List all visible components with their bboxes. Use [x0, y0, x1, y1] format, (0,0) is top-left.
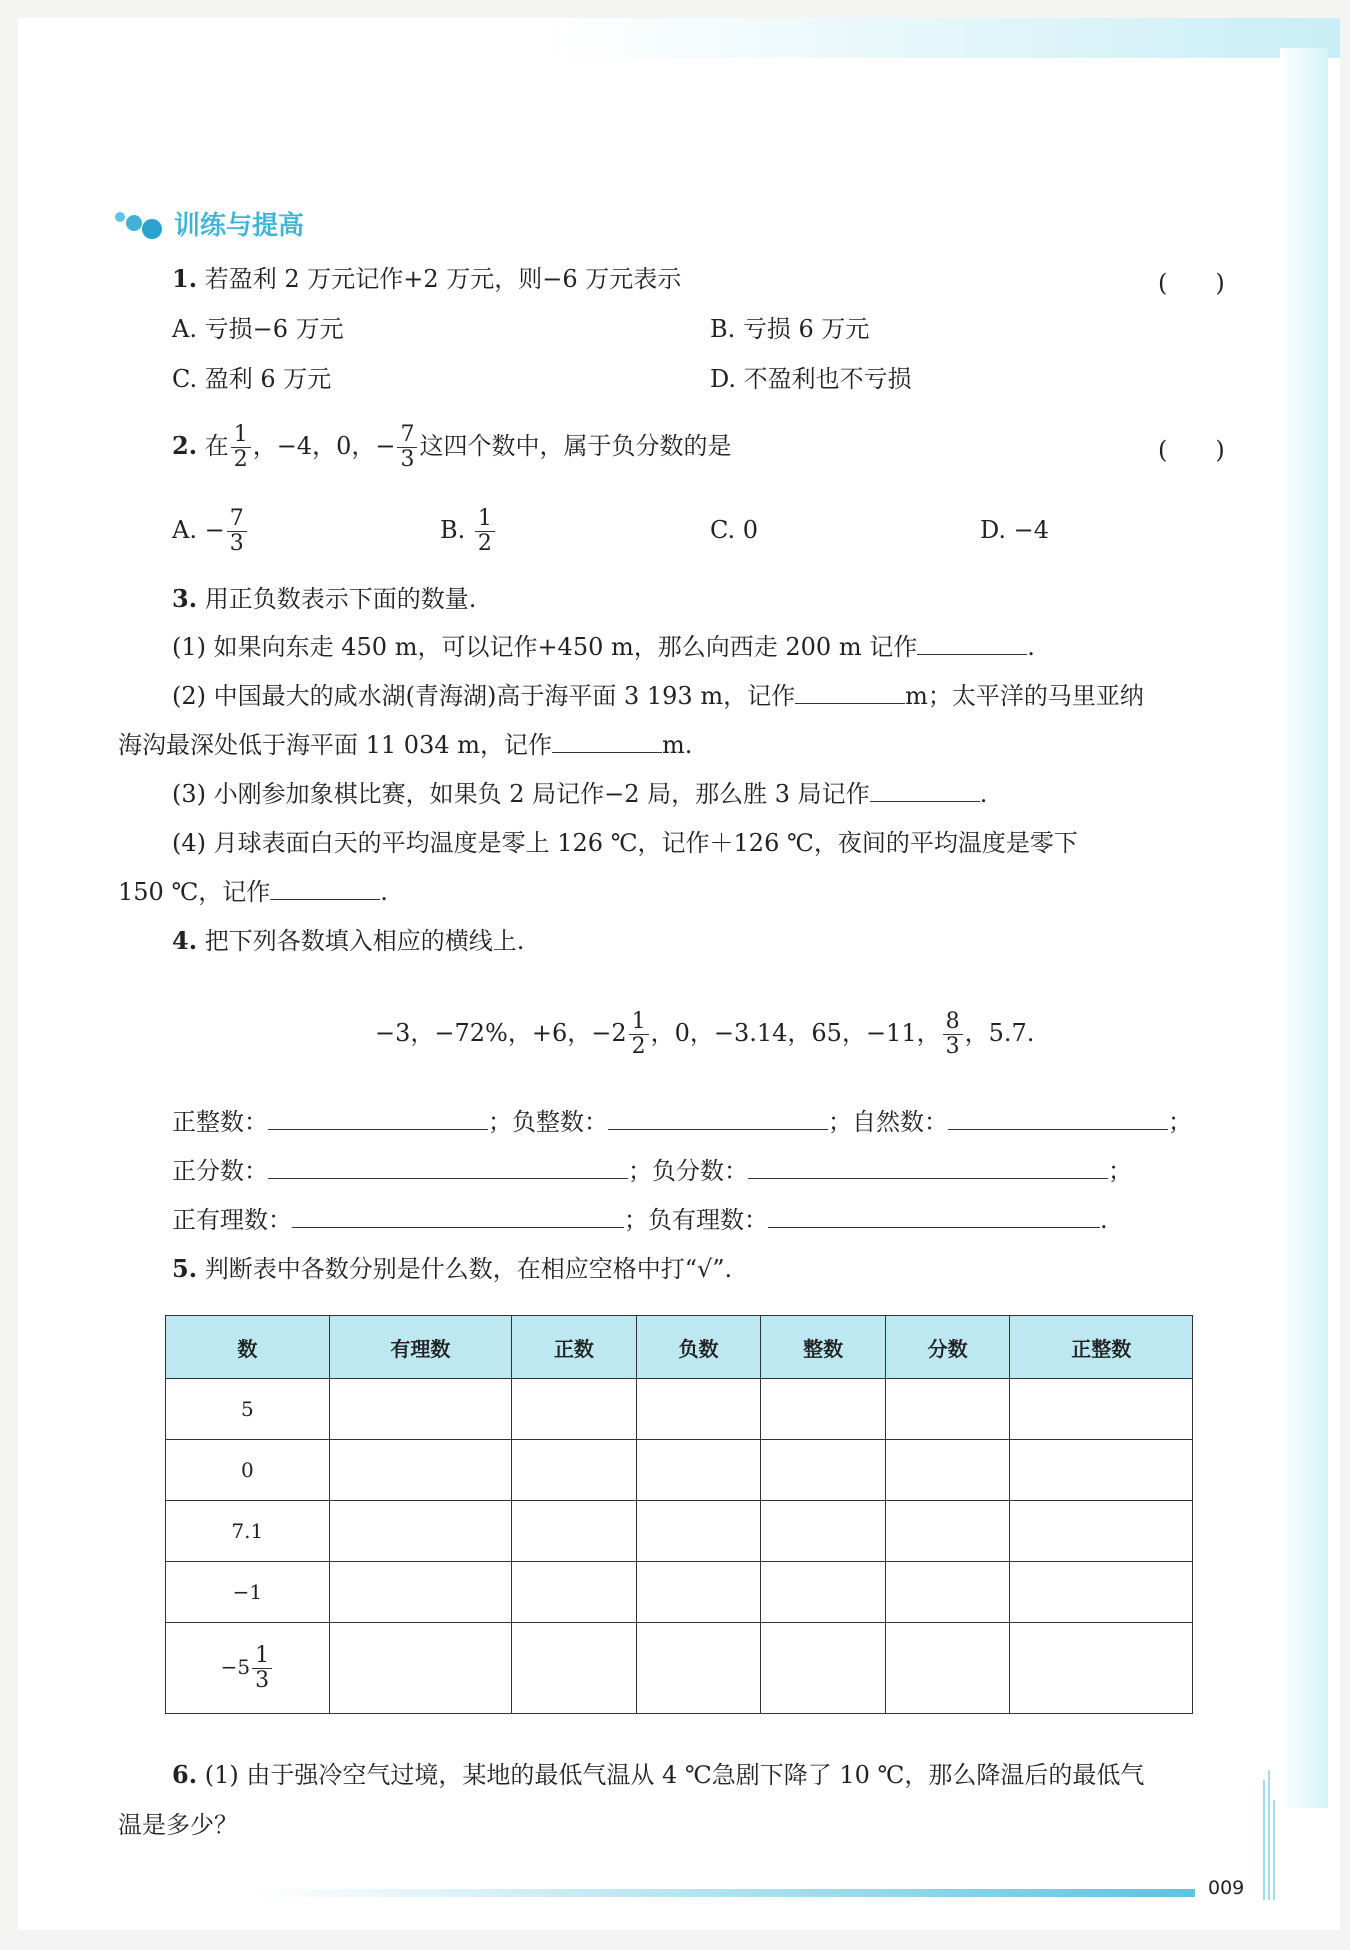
check-cell[interactable] — [636, 1379, 761, 1440]
separator: ； — [1168, 1108, 1192, 1136]
q3-part-2-text-c: 海沟最深处低于海平面 11 034 m，记作 — [118, 731, 552, 759]
q3-part-4-text-b: 150 ℃，记作 — [118, 878, 271, 906]
q3-text: 用正负数表示下面的数量. — [204, 585, 477, 613]
check-cell[interactable] — [329, 1562, 512, 1623]
q4-row-2 — [172, 1154, 1132, 1188]
q2-text-post: 这四个数中，属于负分数的是 — [419, 432, 732, 460]
q1-number: 1. — [172, 264, 198, 293]
answer-blank[interactable] — [270, 875, 380, 900]
fraction-denominator: 2 — [477, 531, 492, 556]
top-tint — [18, 18, 1340, 58]
right-tint — [1280, 48, 1328, 1808]
check-cell[interactable] — [761, 1623, 886, 1714]
table-row — [166, 1623, 1193, 1714]
q2-option-d: D. −4 — [980, 516, 1050, 544]
check-cell[interactable] — [1010, 1379, 1193, 1440]
row-value: 7.1 — [166, 1501, 330, 1562]
check-cell[interactable] — [329, 1440, 512, 1501]
margin-lines-decoration — [1262, 1770, 1278, 1905]
q2-text-mid: ，−4，0，− — [252, 432, 396, 460]
check-cell[interactable] — [1010, 1623, 1193, 1714]
q4-row-3 — [172, 1203, 1108, 1237]
q6-line-2: 温是多少？ — [118, 1811, 238, 1839]
q2-option-b-fraction — [475, 507, 495, 556]
check-cell[interactable] — [761, 1501, 886, 1562]
q2-number: 2. — [172, 431, 198, 460]
table-row — [166, 1562, 1193, 1623]
q5-number: 5. — [172, 1254, 198, 1283]
header-negative: 负数 — [636, 1316, 761, 1379]
check-cell[interactable] — [885, 1440, 1010, 1501]
check-cell[interactable] — [329, 1623, 512, 1714]
header-fraction: 分数 — [885, 1316, 1010, 1379]
check-cell[interactable] — [636, 1501, 761, 1562]
header-positive-integer: 正整数 — [1010, 1316, 1193, 1379]
answer-blank[interactable] — [608, 1105, 828, 1130]
q2-fraction-2 — [397, 423, 417, 472]
mixed-fraction — [252, 1644, 272, 1693]
q5-stem — [172, 1252, 732, 1286]
q4-text: 把下列各数填入相应的横线上. — [204, 927, 525, 955]
answer-blank[interactable] — [917, 630, 1027, 655]
q2-text-pre: 在 — [204, 432, 229, 460]
fraction-denominator: 3 — [229, 531, 244, 556]
answer-blank[interactable] — [768, 1203, 1100, 1228]
check-cell[interactable] — [329, 1379, 512, 1440]
table-header-row — [166, 1316, 1193, 1379]
q3-part-4: (4) 月球表面白天的平均温度是零上 126 ℃，记作＋126 ℃，夜间的平均温度是零下 — [172, 829, 1078, 857]
fraction-denominator: 3 — [400, 447, 415, 472]
fraction-numerator: 1 — [231, 423, 251, 448]
mixed-whole: −5 — [220, 1654, 251, 1679]
header-rational: 有理数 — [329, 1316, 512, 1379]
header-number: 数 — [166, 1316, 330, 1379]
fraction-numerator: 7 — [397, 423, 417, 448]
answer-blank[interactable] — [748, 1154, 1108, 1179]
q1-option-a: A. 亏损−6 万元 — [172, 315, 344, 343]
q3-part-2-text: (2) 中国最大的咸水湖(青海湖)高于海平面 3 193 m，记作 — [172, 682, 796, 710]
check-cell[interactable] — [636, 1440, 761, 1501]
q2-option-a — [172, 502, 249, 558]
fraction-numerator: 1 — [252, 1644, 272, 1669]
q3-part-2-text-d: m. — [662, 731, 693, 759]
header-integer: 整数 — [761, 1316, 886, 1379]
fraction-denominator: 3 — [945, 1034, 960, 1059]
answer-blank[interactable] — [552, 728, 662, 753]
q4-number-list — [375, 1003, 1034, 1063]
q2-option-a-label: A. − — [172, 516, 225, 544]
row-value: 0 — [166, 1440, 330, 1501]
q3-part-4-end: . — [380, 878, 388, 906]
q3-part-1-end: . — [1027, 633, 1035, 661]
check-cell[interactable] — [329, 1501, 512, 1562]
label-natural-numbers: ；自然数： — [828, 1108, 948, 1136]
fraction-numerator: 1 — [629, 1010, 649, 1035]
fraction-numerator: 7 — [227, 507, 247, 532]
table-row — [166, 1501, 1193, 1562]
fraction-numerator: 8 — [943, 1010, 963, 1035]
check-cell[interactable] — [1010, 1501, 1193, 1562]
separator: ； — [1108, 1157, 1132, 1185]
q3-stem — [172, 582, 476, 616]
row-value-mixed-number — [166, 1623, 330, 1714]
bubbles-icon — [112, 207, 164, 241]
q3-part-2 — [172, 679, 1144, 713]
footer-bar — [250, 1889, 1195, 1897]
label-positive-rationals: 正有理数： — [172, 1206, 292, 1234]
q3-part-2-cont — [118, 728, 692, 762]
label-negative-fractions: ；负分数： — [628, 1157, 748, 1185]
q6-stem — [172, 1758, 1144, 1792]
q2-option-c: C. 0 — [710, 516, 759, 544]
fraction-denominator: 3 — [255, 1667, 270, 1693]
answer-blank[interactable] — [292, 1203, 624, 1228]
table-row — [166, 1379, 1193, 1440]
q4-list-part-a: −3，−72%，+6，−2 — [375, 1019, 627, 1047]
answer-blank[interactable] — [948, 1105, 1168, 1130]
q4-fraction-1 — [629, 1010, 649, 1059]
fraction-numerator: 1 — [475, 507, 495, 532]
label-positive-fractions: 正分数： — [172, 1157, 268, 1185]
q2-option-b-label: B. — [440, 516, 466, 544]
check-cell[interactable] — [512, 1562, 637, 1623]
check-cell[interactable] — [1010, 1440, 1193, 1501]
check-cell[interactable] — [761, 1379, 886, 1440]
q4-number: 4. — [172, 926, 198, 955]
answer-blank[interactable] — [268, 1105, 488, 1130]
fraction-denominator: 2 — [631, 1034, 646, 1059]
check-cell[interactable] — [512, 1501, 637, 1562]
check-cell[interactable] — [885, 1562, 1010, 1623]
q3-part-1-text: (1) 如果向东走 450 m，可以记作+450 m，那么向西走 200 m 记作 — [172, 633, 918, 661]
check-cell[interactable] — [512, 1379, 637, 1440]
row-value: 5 — [166, 1379, 330, 1440]
q3-part-3-end: . — [979, 780, 988, 808]
fraction-denominator: 2 — [233, 447, 248, 472]
answer-blank[interactable] — [870, 777, 980, 802]
q3-part-1 — [172, 630, 1035, 664]
check-cell[interactable] — [885, 1379, 1010, 1440]
header-positive: 正数 — [512, 1316, 637, 1379]
q2-answer-paren: ( ) — [1158, 436, 1225, 464]
q2-fraction-1 — [231, 423, 251, 472]
q1-option-b: B. 亏损 6 万元 — [710, 315, 870, 343]
q3-part-4-cont — [118, 875, 388, 909]
q4-row-1 — [172, 1105, 1192, 1139]
q1-option-c: C. 盈利 6 万元 — [172, 365, 332, 393]
q3-part-2-text-b: m；太平洋的马里亚纳 — [905, 682, 1144, 710]
q1-stem — [172, 262, 681, 296]
check-cell[interactable] — [885, 1623, 1010, 1714]
check-cell[interactable] — [512, 1623, 637, 1714]
classification-table — [165, 1315, 1193, 1714]
q6-number: 6. — [172, 1760, 198, 1789]
label-negative-integers: ；负整数： — [488, 1108, 608, 1136]
q1-option-d: D. 不盈利也不亏损 — [710, 365, 912, 393]
q4-list-part-c: ，5.7. — [964, 1019, 1035, 1047]
section-heading — [112, 205, 304, 242]
q4-list-part-b: ，0，−3.14，65，−11， — [650, 1019, 941, 1047]
q3-number: 3. — [172, 584, 198, 613]
page-number: 009 — [1208, 1877, 1245, 1899]
section-title: 训练与提高 — [174, 211, 305, 241]
q2-option-b — [440, 502, 497, 558]
row-value: −1 — [166, 1562, 330, 1623]
q3-part-3-text: (3) 小刚参加象棋比赛，如果负 2 局记作−2 局，那么胜 3 局记作 — [172, 780, 870, 808]
table-row — [166, 1440, 1193, 1501]
q5-text: 判断表中各数分别是什么数，在相应空格中打“√”. — [204, 1255, 733, 1283]
check-cell[interactable] — [636, 1562, 761, 1623]
label-negative-rationals: ；负有理数： — [624, 1206, 768, 1234]
q1-answer-paren: ( ) — [1158, 269, 1225, 297]
check-cell[interactable] — [636, 1623, 761, 1714]
q4-stem — [172, 924, 524, 958]
q2-stem — [172, 418, 731, 474]
separator: . — [1100, 1206, 1108, 1234]
answer-blank[interactable] — [268, 1154, 628, 1179]
check-cell[interactable] — [761, 1562, 886, 1623]
label-positive-integers: 正整数： — [172, 1108, 268, 1136]
q1-text: 若盈利 2 万元记作+2 万元，则−6 万元表示 — [204, 265, 682, 293]
q3-part-3 — [172, 777, 987, 811]
check-cell[interactable] — [761, 1440, 886, 1501]
check-cell[interactable] — [512, 1440, 637, 1501]
check-cell[interactable] — [885, 1501, 1010, 1562]
q4-fraction-2 — [943, 1010, 963, 1059]
q2-option-a-fraction — [227, 507, 247, 556]
q6-line-1: (1) 由于强冷空气过境，某地的最低气温从 4 ℃急剧下降了 10 ℃，那么降温后的最低气 — [204, 1761, 1145, 1789]
check-cell[interactable] — [1010, 1562, 1193, 1623]
answer-blank[interactable] — [795, 679, 905, 704]
